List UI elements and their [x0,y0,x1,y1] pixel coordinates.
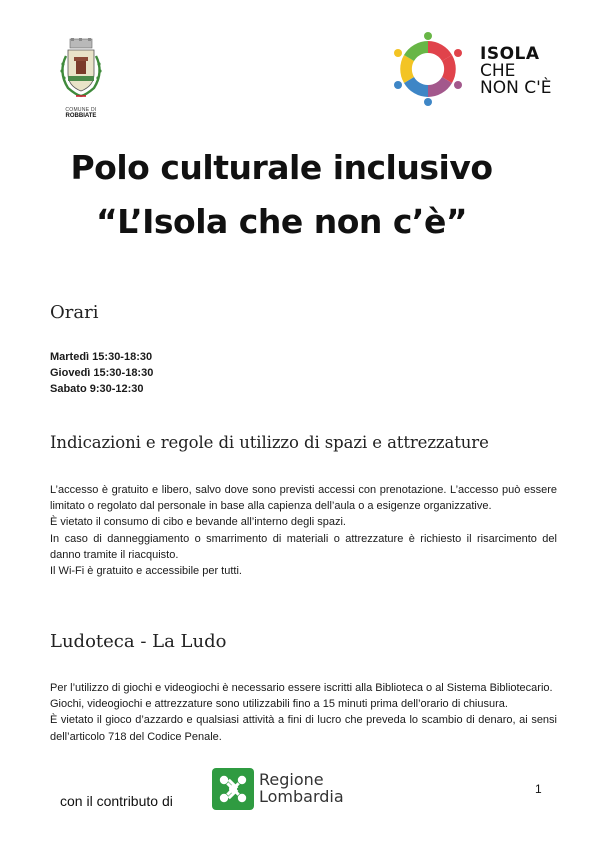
sponsor-name [259,771,344,805]
page-title-line1: Polo culturale inclusivo [70,148,493,187]
brand-line1: ISOLA [480,44,540,64]
hours-item: Martedì 15:30-18:30 [50,351,153,363]
rules-text [50,482,557,579]
rules-paragraph: Il Wi-Fi è gratuito e accessibile per tutti. [50,565,242,578]
ludoteca-paragraph: È vietato il gioco d’azzardo e qualsiasi attività a fini di lucro che preveda lo scambio di denaro, ai sensi dell’articolo 718 del Codice Penale. [50,714,557,743]
coat-of-arms-icon [54,38,108,102]
brand-text [480,46,552,97]
puzzle-ring-icon [388,32,468,106]
page-number: 1 [535,782,542,796]
municipality-label-line1: COMUNE DI [65,107,97,113]
rules-paragraph: L’accesso è gratuito e libero, salvo dove sono previsti accessi con prenotazione. L’accesso può essere limitato o regolato dal personale in base alla capienza dell’aula o a esigenze organizzative. [50,484,557,513]
section-heading-orari: Orari [50,302,99,323]
contribution-text: con il contributo di [60,793,173,809]
ludoteca-text [50,680,557,745]
rules-paragraph: In caso di danneggiamento o smarrimento di materiali o attrezzature è richiesto il risarcimento del danno tramite il riacquisto. [50,532,557,561]
lombardia-rose-icon [212,768,254,810]
sponsor-line1: Regione [259,770,324,789]
isola-che-non-ce-logo [388,32,568,106]
municipality-label-line2: ROBBIATE [65,113,97,119]
opening-hours-list [50,349,153,398]
robbiate-coat-of-arms-logo [54,38,108,119]
brand-line2: CHE [480,61,516,81]
hours-item: Giovedì 15:30-18:30 [50,367,154,380]
section-heading-rules: Indicazioni e regole di utilizzo di spazi e attrezzature [50,433,489,452]
hours-item: Sabato 9:30-12:30 [50,383,144,396]
page-title-line2: “L’Isola che non c’è” [95,202,468,241]
ludoteca-paragraph: Giochi, videogiochi e attrezzature sono utilizzabili fino a 15 minuti prima dell’orario di chiusura. [50,698,508,711]
section-heading-ludoteca: Ludoteca - La Ludo [50,631,227,652]
regione-lombardia-logo [212,768,362,812]
sponsor-line2: Lombardia [259,787,344,806]
brand-line3: NON C'È [480,78,552,98]
ludoteca-paragraph: Per l’utilizzo di giochi e videogiochi è necessario essere iscritti alla Biblioteca o al Sistema Bibliotecario. [50,682,553,694]
rules-paragraph: È vietato il consumo di cibo e bevande all’interno degli spazi. [50,516,346,529]
